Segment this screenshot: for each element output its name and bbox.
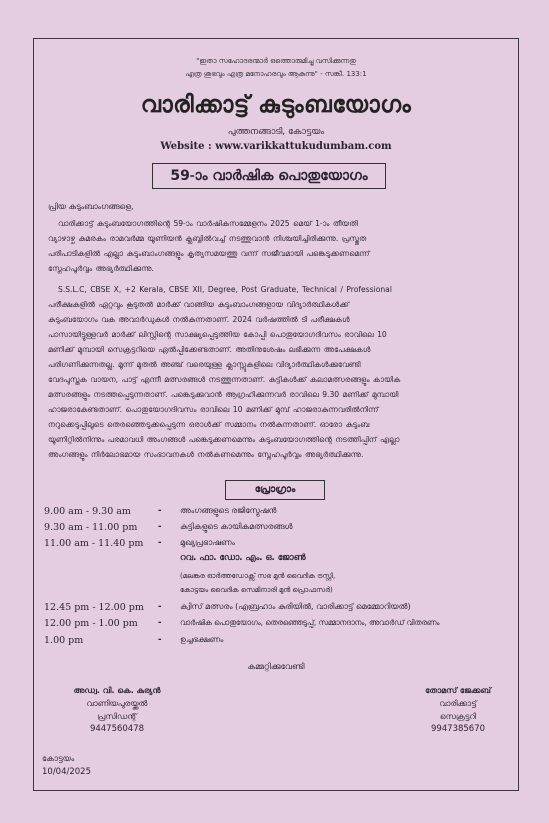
president-house: വാണിയപുരയ്ക്കൽ: [86, 699, 148, 708]
president-name: അഡ്വ. വി. കെ. കുര്യൻ: [73, 686, 161, 695]
verse-line-1: "ഇതാ സഹോദരന്മാർ ഒത്തൊരുമിച്ചു വസിക്കുന്നതു: [196, 57, 356, 65]
program-time: 9.30 am - 11.00 pm: [44, 522, 138, 533]
para1-line: വാരിക്കാട്ട് കുടുംബയോഗത്തിന്റെ 59-ാം വാർഷികസമ്മേളനം 2025 മെയ് 1-ാം തീയതി: [58, 219, 358, 228]
page-title: വാരിക്കാട്ട് കുടുംബയോഗം: [140, 92, 412, 118]
speaker-detail-2: കോട്ടയം വൈദിക സെമിനാരി മുൻ പ്രൊഫസർ): [180, 586, 333, 594]
salutation: പ്രിയ കുടുംബാംഗങ്ങളെ,: [48, 202, 134, 211]
program-event: അംഗങ്ങളുടെ രജിസ്ട്രേഷൻ: [180, 506, 277, 515]
program-time: 12.00 pm - 1.00 pm: [44, 618, 138, 629]
secretary-house: വാരിക്കാട്ട്: [439, 699, 477, 708]
secretary-role: സെക്രട്ടറി: [439, 712, 477, 721]
program-event: മുഖ്യപ്രഭാഷണം: [180, 538, 235, 547]
footer-date: 10/04/2025: [42, 767, 91, 777]
president-phone: 9447560478: [89, 724, 145, 734]
paragraph-1: [48, 216, 510, 276]
program-dash: -: [158, 602, 162, 612]
para2-line: പരീക്ഷകളിൽ ഏറ്റവും കൂടുതൽ മാർക്ക് വാങ്ങിയ കുടുംബാംഗങ്ങളായ വിദ്യാർത്ഥികൾക്ക്: [48, 300, 350, 309]
meeting-title: 59-ാം വാർഷിക പൊതുയോഗം: [152, 163, 386, 189]
para2-line: പാസായിട്ടുള്ളവർ മാർക്ക് ലിസ്റ്റിന്റെ സാക്ഷ്യപ്പെടുത്തിയ കോപ്പി പൊതുയോഗദിവസം രാവിലെ 10: [48, 330, 387, 339]
program-time: 1.00 pm: [44, 635, 84, 646]
president-block: [62, 684, 172, 736]
para2-line: വേദപുസ്തക വായന, പാട്ട് എന്നീ മത്സരങ്ങൾ നടത്തുന്നതാണ്. കുട്ടികൾക്ക് കലാമത്സരങ്ങളും കായിക: [48, 375, 401, 384]
president-role: പ്രസിഡന്റ്: [97, 712, 137, 721]
para2-line: മത്സരങ്ങളും നടത്തപ്പെടുന്നതാണ്. പങ്കെടുക്കുവാൻ ആഗ്രഹിക്കുന്നവർ രാവിലെ 9.30 മണിക്ക് മുമ്പായി: [48, 390, 399, 399]
location: പുത്തനങ്ങാടി, കോട്ടയം: [227, 127, 325, 137]
program-event: കുട്ടികളുടെ കായികമത്സരങ്ങൾ: [180, 522, 293, 531]
program-event: ഉച്ചഭക്ഷണം: [180, 635, 224, 644]
para2-line: അംഗങ്ങളും നിർലോഭമായ സംഭാവനകൾ നൽകണമെന്നും സ്നേഹപൂർവ്വം അഭ്യർത്ഥിക്കുന്നു.: [48, 450, 364, 459]
website: Website : www.varikkattukudumbam.com: [160, 141, 392, 152]
speaker-detail-1: (മലങ്കര ഓർത്തഡോക്സ് സഭ മുൻ വൈദിക ട്രസ്റ്റി,: [180, 572, 336, 580]
program-time: 12.45 pm - 12.00 pm: [44, 602, 144, 613]
para2-line: നറുക്കെടുപ്പിലൂടെ തെരഞ്ഞെടുക്കപ്പെടുന്ന ഒരാൾക്ക് സമ്മാനം നൽകുന്നതാണ്. ഓരോ കുടുംബ: [48, 420, 370, 429]
speaker-name: റവ. ഫാ. ഡോ. എം. ഒ. ജോൺ: [180, 553, 306, 563]
program-event: ക്വിസ് മത്സരം (എബ്രഹാം കുരിയിൽ, വാരിക്കാട്ട് മെമ്മോറിയൽ): [180, 602, 411, 611]
para1-line: സ്നേഹപൂർവ്വം അഭ്യർത്ഥിക്കുന്നു.: [48, 264, 154, 273]
program-dash: -: [158, 635, 162, 645]
secretary-name: തോമസ് ജേക്കബ്: [425, 686, 491, 695]
program-heading: പ്രോഗ്രാം: [225, 480, 325, 500]
para2-line: മണിക്ക് മുമ്പായി സെക്രട്ടറിയെ ഏൽപ്പിക്കേണ്ടതാണ്. അതിനുശേഷം ലഭിക്കുന്ന അപേക്ഷകൾ: [48, 345, 371, 354]
program-dash: -: [158, 618, 162, 628]
secretary-phone: 9947385670: [430, 724, 486, 734]
program-time: 9.00 am - 9.30 am: [44, 506, 131, 517]
program-dash: -: [158, 506, 162, 516]
para2-line: ഹാജരാകേണ്ടതാണ്. പൊതുയോഗദിവസം രാവിലെ 10 മണിക്ക് മുമ്പ് ഹാജരാകുന്നവരിൽനിന്ന്: [48, 405, 379, 414]
program-dash: -: [158, 538, 162, 548]
para1-line: പരിപാടികളിൽ എല്ലാ കുടുംബാംഗങ്ങളും കൃത്യസമയത്തു വന്ന് സജീവമായി പങ്കെടുക്കണമെന്ന്: [48, 249, 370, 258]
para2-line: പരിഗണിക്കുന്നതല്ല. മൂന്ന് മുതൽ അഞ്ച് വരെയുള്ള ക്ലാസ്സുകളിലെ വിദ്യാർത്ഥികൾക്കുവേണ്ടി: [48, 360, 361, 369]
para2-line: കുടുംബയോഗം വക അവാർഡുകൾ നൽകുന്നതാണ്. 2024 വർഷത്തിൽ ടി പരീക്ഷകൾ: [48, 315, 350, 324]
verse-line-2: എത്ര ശുഭവും എത്ര മനോഹരവും ആകുന്നു" - സങ്കീ. 133:1: [185, 70, 367, 78]
program-time: 11.00 am - 11.40 pm: [44, 538, 144, 549]
program-dash: -: [158, 522, 162, 532]
footer-place: കോട്ടയം: [42, 754, 75, 763]
para2-line: യൂണിറ്റിൽനിന്നും പരമാവധി അംഗങ്ങൾ പങ്കെടുക്കണമെന്നും കുടുംബയോഗത്തിന്റെ നടത്തിപ്പിന് എല്ലാ: [48, 435, 400, 444]
secretary-block: [408, 684, 508, 736]
para1-line: വ്യാഴാഴ്ച കുമരകം രാമവർമ്മ യൂണിയൻ ക്ലബ്ബിൽവച്ച് നടത്തുവാൻ നിശ്ചയിച്ചിരിക്കുന്നു. പ്രസ്തുത: [48, 234, 367, 243]
paragraph-2: [48, 282, 510, 462]
committee-label: കമ്മറ്റിക്കുവേണ്ടി: [247, 662, 305, 671]
para2-line: S.S.L.C, CBSE X, +2 Kerala, CBSE XII, Degree, Post Graduate, Technical / Professional: [58, 285, 392, 294]
program-event: വാർഷിക പൊതുയോഗം, തെരഞ്ഞെടുപ്പ്, സമ്മാനദാനം, അവാർഡ് വിതരണം: [180, 618, 440, 627]
